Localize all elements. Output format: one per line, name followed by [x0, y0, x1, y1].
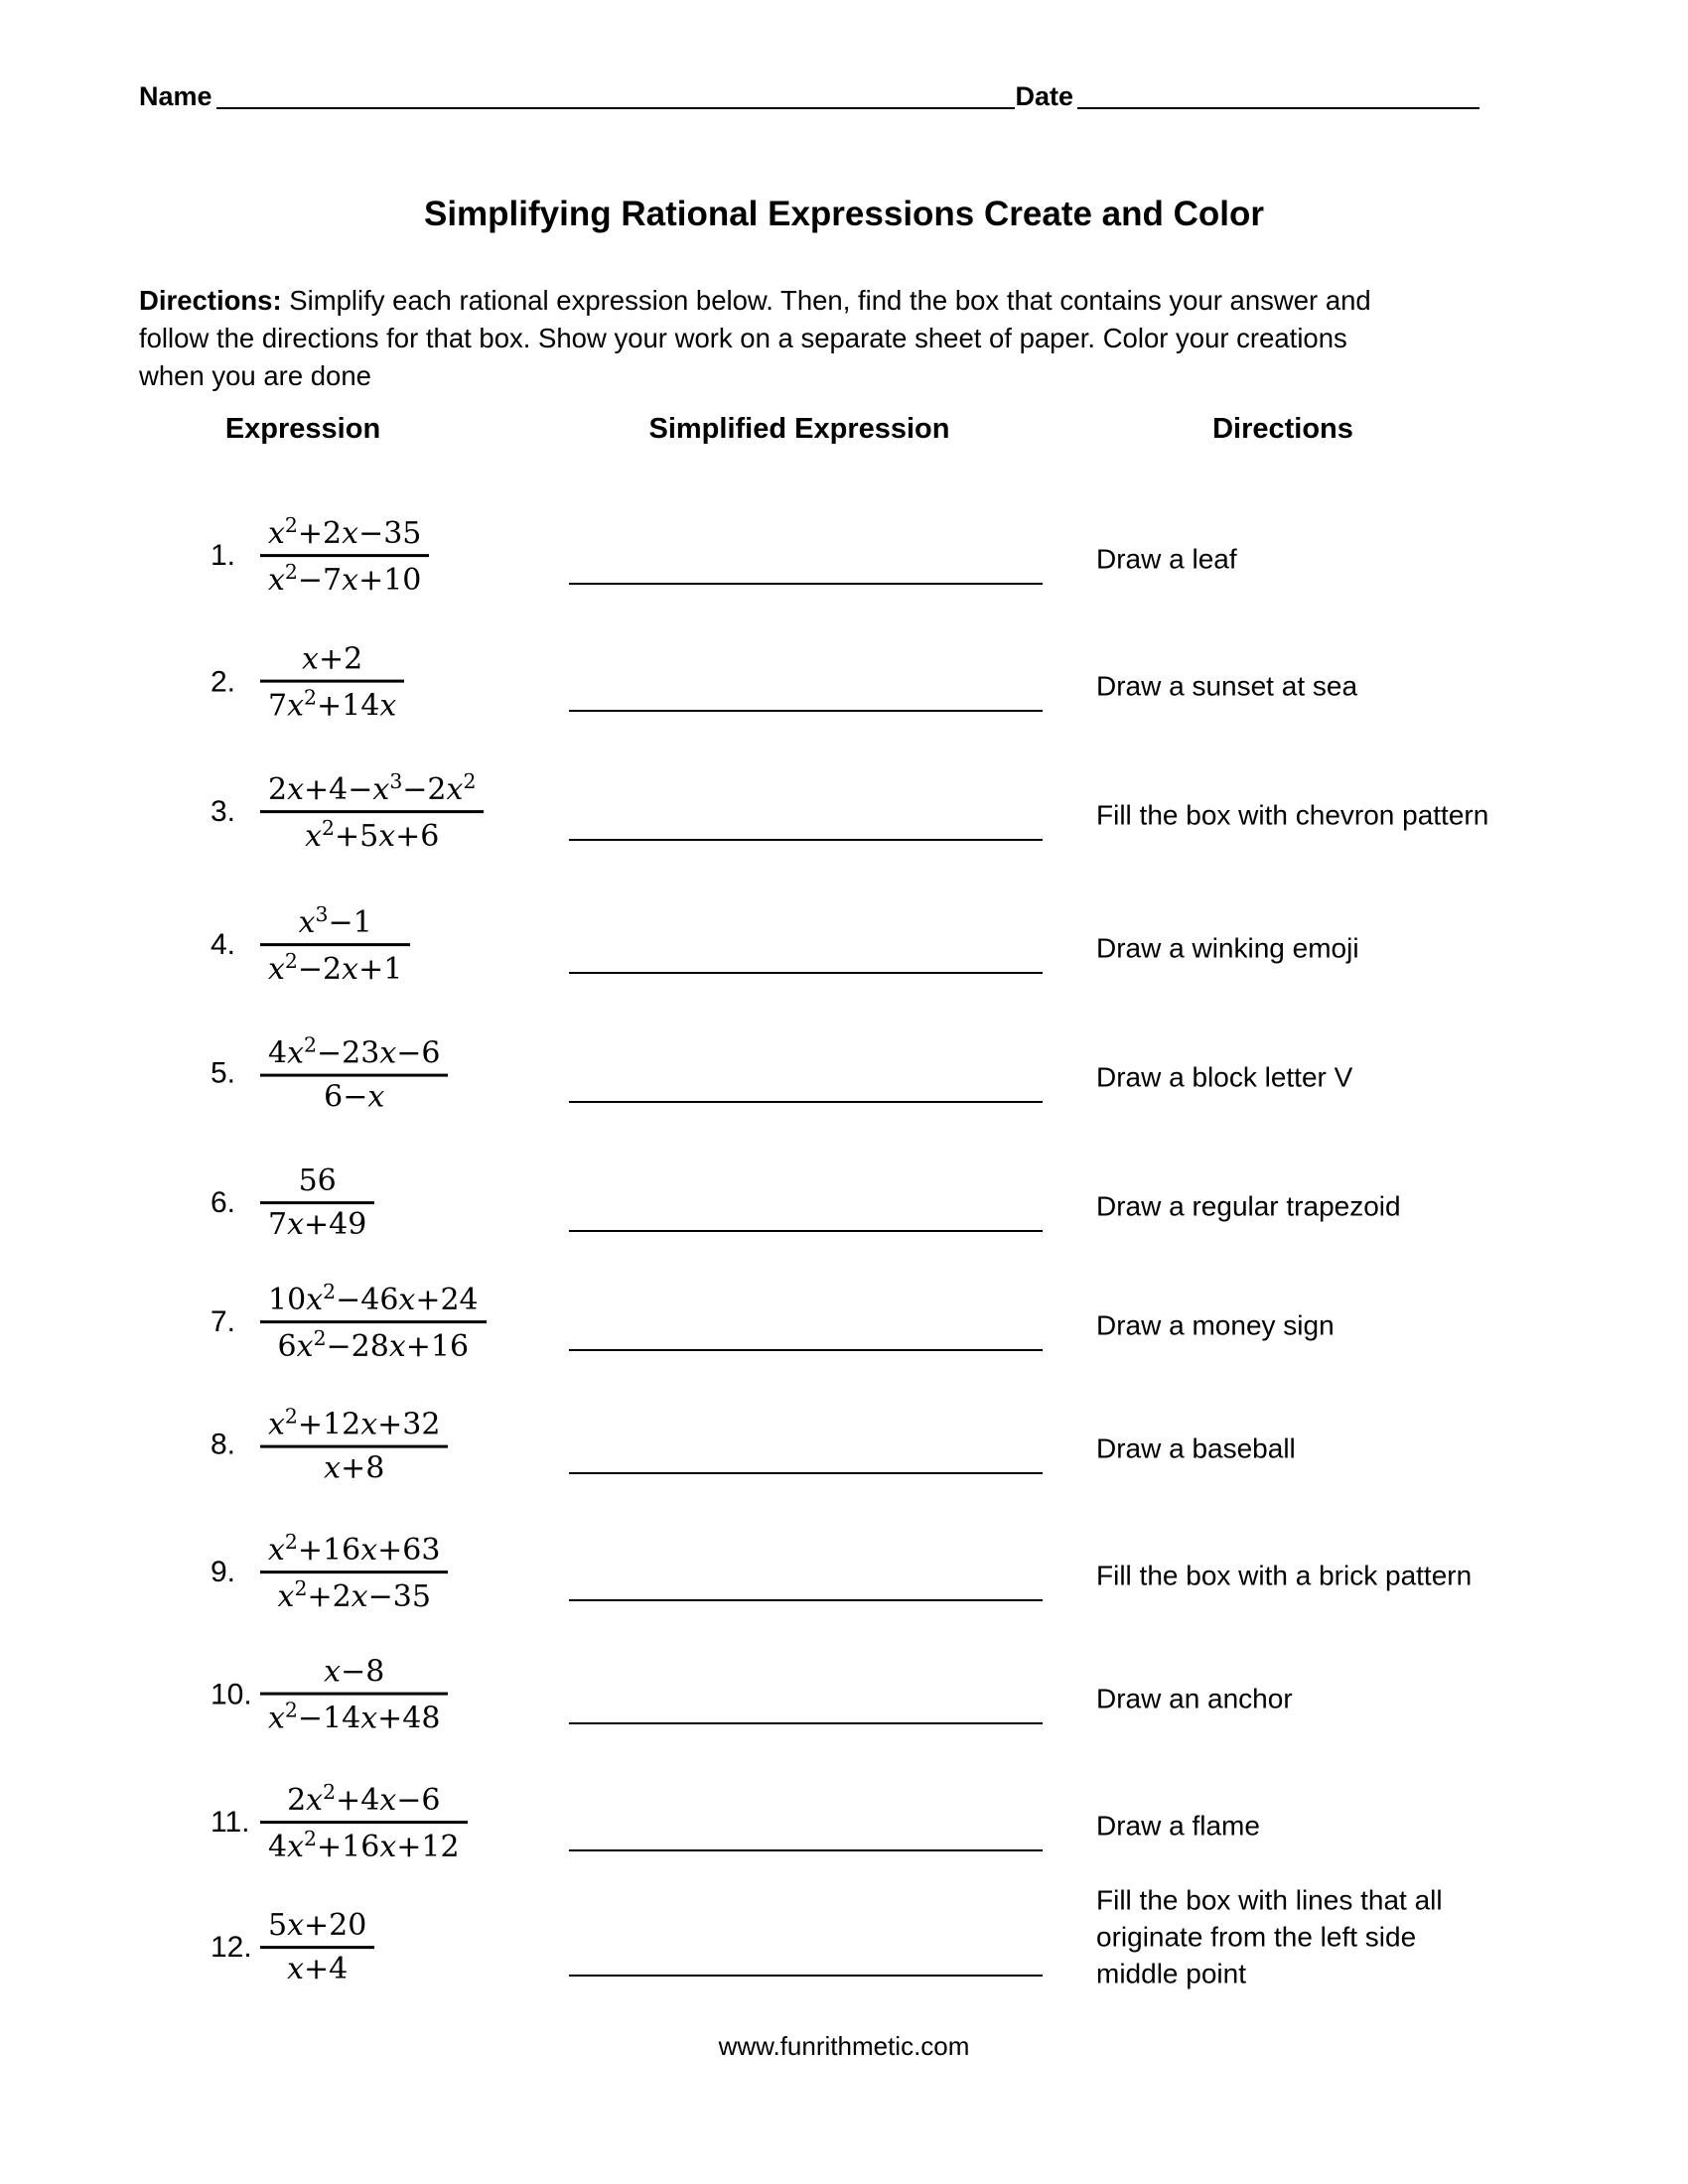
- problem-row-11: [0, 1758, 1688, 1887]
- direction-text: Fill the box with chevron pattern: [1096, 799, 1489, 831]
- fraction-numerator: $x^3-1$: [260, 902, 410, 946]
- fraction-denominator: $x^2-7x+10$: [268, 560, 422, 599]
- expression-cell: [211, 1163, 374, 1243]
- name-date-row: [139, 81, 1479, 112]
- fraction-numerator: $x^2+12x+32$: [260, 1405, 448, 1448]
- name-label: Name: [139, 81, 212, 111]
- expression-fraction: [260, 1280, 487, 1365]
- expression-fraction: [260, 1033, 448, 1116]
- answer-blank[interactable]: [569, 972, 1043, 974]
- problem-number: 7.: [211, 1305, 236, 1338]
- problem-row-5: [0, 1010, 1688, 1139]
- problem-row-7: [0, 1258, 1688, 1387]
- fraction-denominator: $4x^2+16x+12$: [268, 1827, 460, 1865]
- date-label: Date: [1015, 81, 1073, 111]
- expression-cell: [211, 1908, 374, 1987]
- direction-text: Draw a baseball: [1096, 1433, 1296, 1464]
- answer-blank[interactable]: [569, 1230, 1043, 1232]
- fraction-denominator: x+8: [324, 1451, 385, 1486]
- problem-number: 1.: [211, 539, 236, 572]
- direction-text: Fill the box with a brick pattern: [1096, 1560, 1473, 1591]
- page-title: Simplifying Rational Expressions Create and Color: [423, 195, 1264, 233]
- problem-number: 4.: [211, 928, 236, 961]
- problem-row-1: [0, 491, 1688, 620]
- expression-cell: [211, 1405, 448, 1487]
- expression-fraction: [260, 1530, 448, 1615]
- fraction-numerator: 56: [260, 1163, 374, 1204]
- expression-fraction: [260, 902, 410, 988]
- fraction-numerator: $10x^2-46x+24$: [260, 1280, 487, 1323]
- fraction-denominator: $x^2-2x+1$: [268, 949, 403, 988]
- fraction-denominator: $x^2+2x-35$: [277, 1576, 431, 1615]
- column-header-directions: Directions: [1212, 413, 1353, 445]
- problem-number: 6.: [211, 1186, 236, 1219]
- problem-number: 9.: [211, 1556, 236, 1588]
- column-header-expression: Expression: [224, 413, 381, 445]
- expression-fraction: [260, 513, 429, 599]
- direction-text: Draw a sunset at sea: [1096, 670, 1358, 702]
- expression-fraction: [260, 1908, 374, 1987]
- answer-blank[interactable]: [569, 1472, 1043, 1474]
- directions-paragraph: [139, 282, 1400, 395]
- expression-cell: [211, 902, 410, 988]
- problem-number: 10.: [211, 1679, 252, 1711]
- fraction-numerator: $2x^2+4x-6$: [260, 1780, 468, 1824]
- expression-fraction: [260, 769, 484, 855]
- problem-number: 3.: [211, 795, 236, 828]
- expression-cell: [211, 1655, 448, 1737]
- expression-cell: [211, 769, 484, 855]
- fraction-numerator: x−8: [260, 1655, 448, 1696]
- directions-label: Directions:: [139, 285, 282, 316]
- fraction-numerator: x+2: [260, 642, 404, 683]
- answer-blank[interactable]: [569, 710, 1043, 712]
- expression-fraction: [260, 642, 404, 725]
- problem-row-4: [0, 881, 1688, 1010]
- problem-row-10: [0, 1631, 1688, 1760]
- problem-row-6: [0, 1139, 1688, 1268]
- fraction-denominator: $6x^2-28x+16$: [277, 1326, 470, 1365]
- footer-url: www.funrithmetic.com: [718, 2031, 970, 2061]
- fraction-numerator: $x^2+2x-35$: [260, 513, 429, 557]
- answer-blank[interactable]: [569, 1101, 1043, 1103]
- directions-text: Simplify each rational expression below. Then, find the box that contains your answer and follow the directions for that box. Show your work on a separate sheet of paper. Color your creations when you are done: [139, 285, 1371, 391]
- direction-text: Draw a leaf: [1096, 543, 1237, 575]
- fraction-denominator: $x^2+5x+6$: [305, 816, 440, 855]
- fraction-numerator: $x^2+16x+63$: [260, 1530, 448, 1573]
- name-blank-line[interactable]: [216, 106, 1016, 109]
- problem-number: 8.: [211, 1429, 236, 1461]
- answer-blank[interactable]: [569, 1722, 1043, 1724]
- answer-blank[interactable]: [569, 1599, 1043, 1601]
- problem-row-12: [0, 1883, 1688, 2012]
- direction-text: Fill the box with lines that all originate from the left side middle point: [1096, 1884, 1443, 1989]
- answer-blank[interactable]: [569, 1975, 1043, 1977]
- problem-number: 12.: [211, 1931, 252, 1964]
- direction-text: Draw a block letter V: [1096, 1061, 1353, 1093]
- problem-row-2: [0, 618, 1688, 748]
- direction-text: Draw a winking emoji: [1096, 932, 1359, 964]
- fraction-denominator: 6−x: [324, 1080, 385, 1115]
- problem-row-9: [0, 1508, 1688, 1637]
- problem-number: 2.: [211, 666, 236, 699]
- answer-blank[interactable]: [569, 1849, 1043, 1851]
- direction-text: Draw a regular trapezoid: [1096, 1190, 1401, 1222]
- expression-fraction: [260, 1163, 374, 1243]
- fraction-denominator: $7x^2+14x$: [268, 686, 397, 724]
- fraction-numerator: 5x+20: [260, 1908, 374, 1949]
- expression-fraction: [260, 1405, 448, 1487]
- expression-cell: [211, 642, 404, 725]
- fraction-numerator: $2x+4-x^3-2x^2$: [260, 769, 484, 813]
- expression-fraction: [260, 1780, 468, 1865]
- direction-text: Draw an anchor: [1096, 1683, 1293, 1714]
- fraction-denominator: $x^2-14x+48$: [268, 1699, 441, 1736]
- problem-number: 11.: [211, 1806, 250, 1839]
- answer-blank[interactable]: [569, 583, 1043, 585]
- fraction-denominator: 7x+49: [268, 1207, 367, 1243]
- fraction-numerator: $4x^2-23x-6$: [260, 1033, 448, 1077]
- expression-cell: [211, 513, 429, 599]
- date-blank-line[interactable]: [1077, 106, 1479, 109]
- expression-cell: [211, 1280, 487, 1365]
- fraction-denominator: x+4: [287, 1952, 349, 1987]
- expression-cell: [211, 1530, 448, 1615]
- expression-cell: [211, 1780, 468, 1865]
- problem-row-8: [0, 1381, 1688, 1510]
- column-header-simplified: Simplified Expression: [648, 413, 950, 445]
- answer-blank[interactable]: [569, 839, 1043, 841]
- problem-row-3: [0, 748, 1688, 877]
- direction-text: Draw a money sign: [1096, 1309, 1335, 1341]
- answer-blank[interactable]: [569, 1349, 1043, 1351]
- direction-text: Draw a flame: [1096, 1810, 1260, 1842]
- expression-fraction: [260, 1655, 448, 1737]
- expression-cell: [211, 1033, 448, 1116]
- problem-number: 5.: [211, 1057, 236, 1090]
